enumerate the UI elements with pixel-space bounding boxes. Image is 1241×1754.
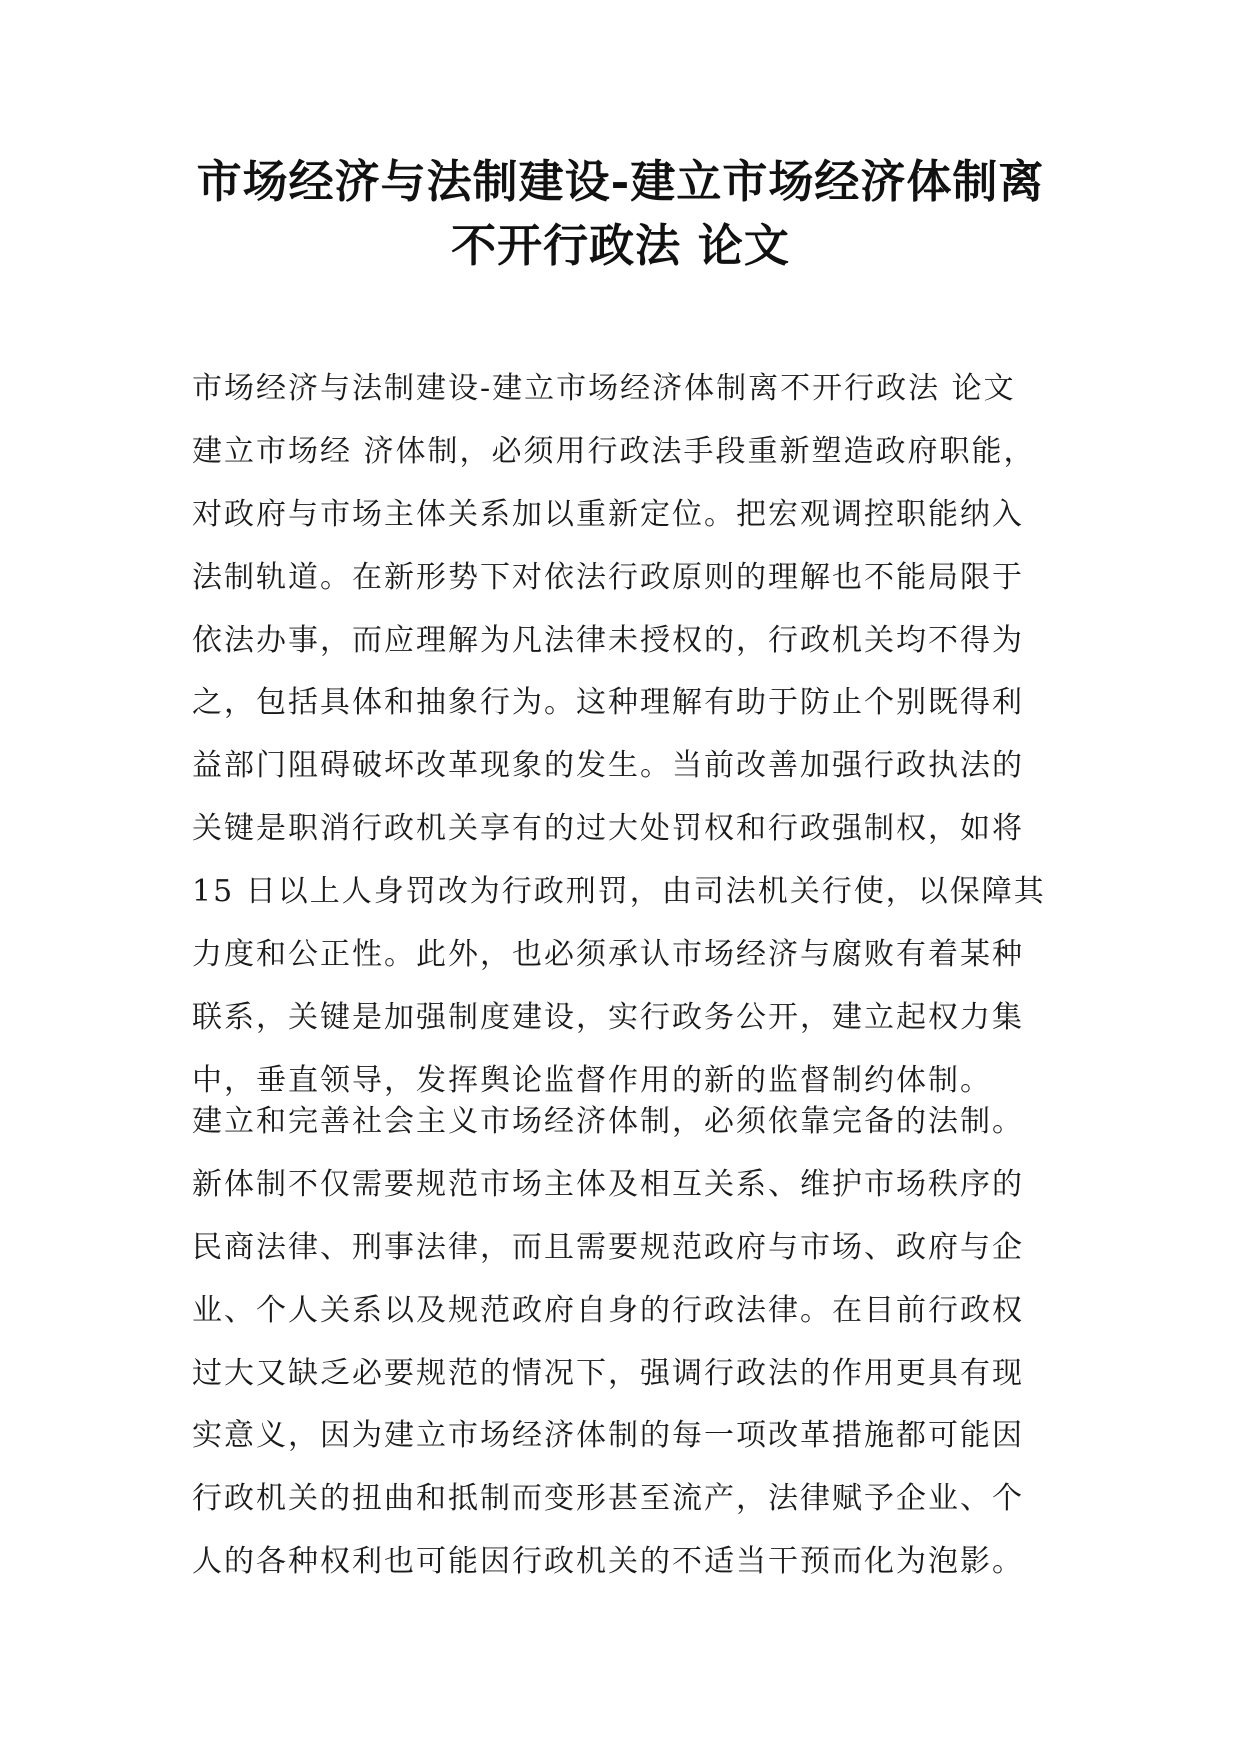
paragraph-line: 新体制不仅需要规范市场主体及相互关系、维护市场秩序的: [192, 1166, 1024, 1202]
paragraph-line: 行政机关的扭曲和抵制而变形甚至流产，法律赋予企业、个: [192, 1481, 1024, 1517]
title-line: 市场经济与法制建设-建立市场经济体制离: [196, 155, 1045, 208]
paragraph-line: 法制轨道。在新形势下对依法行政原则的理解也不能局限于: [192, 559, 1024, 595]
paragraph-line: 中，垂直领导，发挥舆论监督作用的新的监督制约体制。: [192, 1062, 992, 1098]
paragraph-line: 实意义，因为建立市场经济体制的每一项改革措施都可能因: [192, 1418, 1024, 1454]
paragraph-line: 15 日以上人身罚改为行政刑罚，由司法机关行使，以保障其: [192, 874, 1046, 910]
paragraph-line: 对政府与市场主体关系加以重新定位。把宏观调控职能纳入: [192, 496, 1024, 532]
paragraph-line: 建立市场经 济体制，必须用行政法手段重新塑造政府职能，: [192, 433, 1036, 469]
paragraph-2: [192, 1091, 1072, 1594]
paragraph-1: [192, 358, 1072, 1113]
document-title: [150, 150, 1091, 278]
paragraph-line: 业、个人关系以及规范政府自身的行政法律。在目前行政权: [192, 1292, 1024, 1328]
paragraph-line: 关键是职消行政机关享有的过大处罚权和行政强制权，如将: [192, 811, 1024, 847]
paragraph-line: 人的各种权利也可能因行政机关的不适当干预而化为泡影。: [192, 1544, 1024, 1580]
title-line: 不开行政法 论文: [451, 219, 790, 272]
paragraph-line: 力度和公正性。此外，也必须承认市场经济与腐败有着某种: [192, 937, 1024, 973]
paragraph-line: 益部门阻碍破坏改革现象的发生。当前改善加强行政执法的: [192, 748, 1024, 784]
paragraph-line: 依法办事，而应理解为凡法律未授权的，行政机关均不得为: [192, 622, 1024, 658]
paragraph-line: 联系，关键是加强制度建设，实行政务公开，建立起权力集: [192, 999, 1024, 1035]
paragraph-line: 过大又缺乏必要规范的情况下，强调行政法的作用更具有现: [192, 1355, 1024, 1391]
paragraph-line: 市场经济与法制建设-建立市场经济体制离不开行政法 论文: [192, 371, 1016, 406]
paragraph-line: 建立和完善社会主义市场经济体制，必须依靠完备的法制。: [192, 1104, 1024, 1139]
paragraph-line: 民商法律、刑事法律，而且需要规范政府与市场、政府与企: [192, 1229, 1024, 1265]
paragraph-line: 之，包括具体和抽象行为。这种理解有助于防止个别既得利: [192, 685, 1024, 721]
